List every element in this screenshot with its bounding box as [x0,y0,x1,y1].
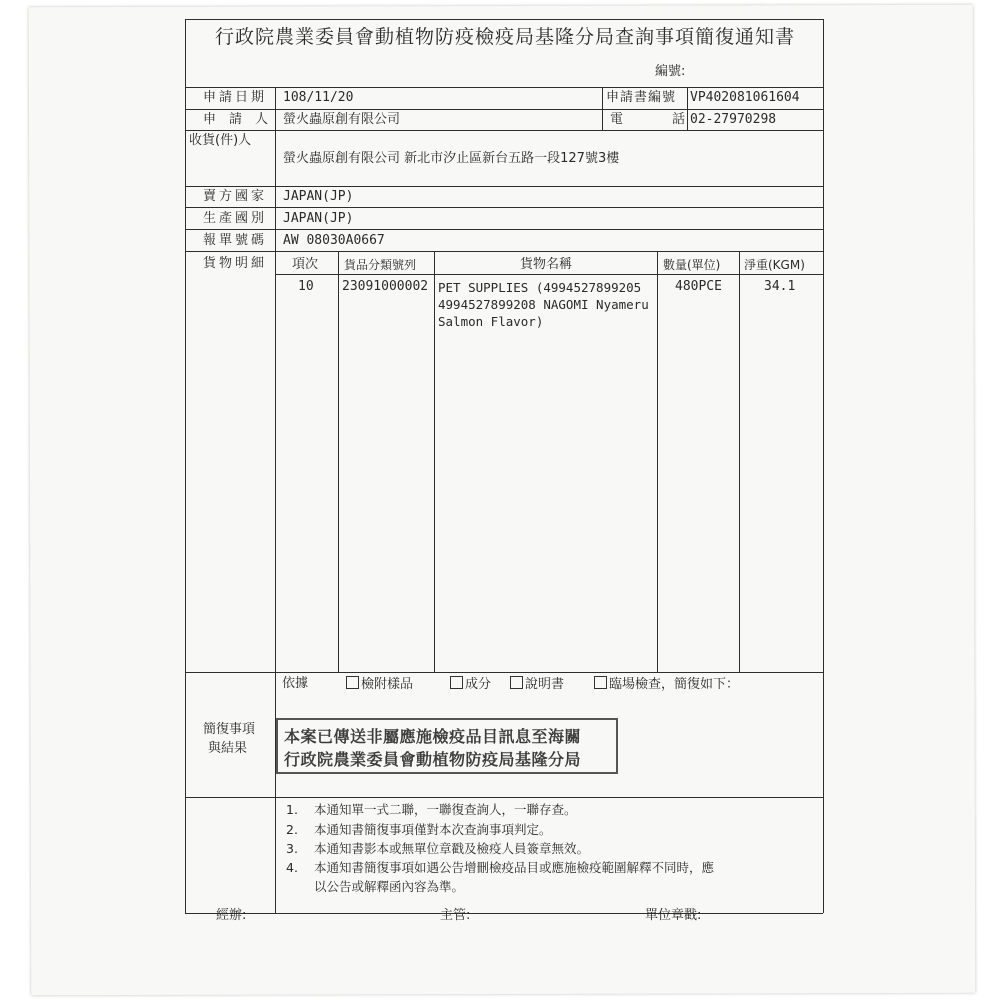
rule [185,797,823,798]
footer-supervisor: 主管: [440,908,471,923]
rule [185,87,823,88]
declaration-value: AW 08030A0667 [283,233,385,248]
goods-item-qty: 480PCE [675,279,722,294]
seller-country-value: JAPAN(JP) [283,189,354,204]
goods-label: 貨物明細 [203,256,268,271]
official-stamp [276,718,618,774]
rule [602,87,603,130]
frame-left [185,19,186,913]
phone-label-2: 話 [672,112,686,127]
receiver-label: 收貨(件)人 [189,133,252,148]
stamp-line-1: 本案已傳送非屬應施檢疫品目訊息至海關 [284,727,582,746]
frame-top [185,19,823,20]
checkbox-ingredient [450,676,463,689]
reply-label-2: 與結果 [208,741,248,756]
rule [185,186,823,187]
footer-handler: 經辦: [216,908,247,923]
rule [687,87,688,130]
option-inspection: 臨場檢查，簡復如下： [594,676,739,693]
app-no-value: VP402081061604 [690,90,800,105]
note-num-1: 1. [286,802,298,817]
goods-item-no: 10 [298,279,314,294]
goods-header-qty: 數量(單位) [663,258,721,272]
apply-date-label: 申請日期 [203,90,268,105]
frame-right [823,19,824,913]
option-ingredient: 成分 [450,676,491,693]
reply-label-1: 簡復事項 [203,722,256,737]
rule [185,109,823,110]
rule [185,130,823,131]
checkbox-inspection [594,676,607,689]
phone-label-1: 電 [610,112,624,127]
rule [185,229,823,230]
note-num-3: 3. [286,841,298,856]
option-manual: 說明書 [510,676,564,693]
stamp-line-2: 行政院農業委員會動植物防疫局基隆分局 [284,750,582,769]
app-no-label: 申請書編號 [606,90,677,105]
rule [185,207,823,208]
goods-header-code: 貨品分類號列 [344,258,417,272]
receiver-value: 螢火蟲原創有限公司 新北市汐止區新台五路一段127號3樓 [283,151,620,166]
checkbox-sample [346,676,359,689]
origin-value: JAPAN(JP) [283,211,354,226]
rule [739,251,740,672]
declaration-label: 報單號碼 [203,233,268,248]
document-title: 行政院農業委員會動植物防疫檢疫局基隆分局查詢事項簡復通知書 [214,26,795,48]
phone-value: 02-27970298 [690,112,777,127]
note-num-4: 4. [286,860,298,875]
goods-item-code: 23091000002 [342,279,429,294]
option-sample: 檢附樣品 [346,676,413,693]
apply-date-value: 108/11/20 [283,90,354,105]
label-column-divider [275,87,276,913]
reply-basis: 依據 [282,676,309,691]
rule [185,251,823,252]
checkbox-manual [510,676,523,689]
note-text-5: 以公告或解釋函內容為準。 [314,879,465,894]
origin-label: 生產國別 [203,211,268,226]
serial-label: 編號: [655,64,686,79]
note-text-1: 本通知單一式二聯，一聯復查詢人，一聯存查。 [314,802,577,817]
rule [338,251,339,672]
seller-country-label: 賣方國家 [203,189,268,204]
note-text-2: 本通知書簡復事項僅對本次查詢事項判定。 [314,822,552,837]
note-num-2: 2. [286,822,298,837]
goods-header-name: 貨物名稱 [520,257,573,272]
rule [185,672,823,673]
footer-unit-stamp: 單位章戳: [645,908,702,923]
goods-header-weight: 淨重(KGM) [744,258,805,272]
note-text-4: 本通知書簡復事項如遇公告增刪檢疫品目或應施檢疫範圍解釋不同時，應 [314,860,715,875]
goods-item-name: PET SUPPLIES (4994527899205 4994527899208 NAGOMI Nyameru Salmon Flavor) [438,280,649,329]
goods-header-no: 項次 [292,257,319,272]
applicant-label: 申 請 人 [203,112,269,127]
applicant-value: 螢火蟲原創有限公司 [283,112,401,127]
goods-item-weight: 34.1 [764,279,796,294]
note-text-3: 本通知書影本或無單位章戳及檢疫人員簽章無效。 [314,841,590,856]
rule [434,251,435,672]
rule [275,274,823,275]
frame-bottom [185,913,823,914]
